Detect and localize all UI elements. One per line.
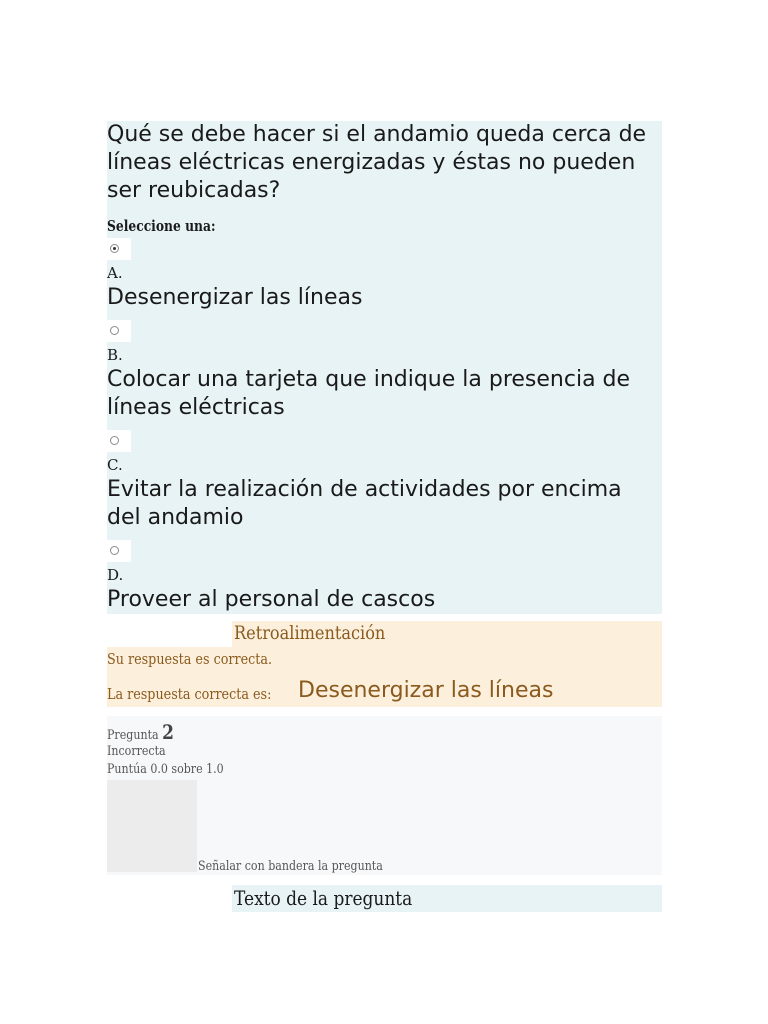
option-a-text[interactable]: Desenergizar las líneas: [107, 285, 363, 310]
question-text-header: [107, 885, 662, 912]
option-b-radio-wrapper[interactable]: [107, 320, 131, 342]
option-c-radio-wrapper[interactable]: [107, 430, 131, 452]
question-panel: [107, 121, 662, 614]
correct-answer-value: Desenergizar las líneas: [298, 678, 554, 703]
question-number: 2: [162, 720, 174, 744]
question-number-line: [107, 720, 174, 744]
question-state: Incorrecta: [107, 744, 166, 759]
feedback-title-spacer: [107, 621, 232, 647]
feedback-status: Su respuesta es correcta.: [107, 650, 273, 668]
option-c-text[interactable]: Evitar la realización de actividades por encima del andamio: [107, 477, 622, 530]
question-score: Puntúa 0.0 sobre 1.0: [107, 762, 224, 777]
option-c-letter: C.: [107, 456, 123, 474]
feedback-panel: [107, 621, 662, 707]
correct-answer-label: La respuesta correcta es:: [107, 685, 272, 703]
question-text: Qué se debe hacer si el andamio queda cerca de líneas eléctricas energizadas y éstas no pueden ser reubicadas?: [107, 122, 647, 203]
feedback-title: Retroalimentación: [234, 622, 386, 644]
option-d-letter: D.: [107, 566, 124, 584]
option-b-radio[interactable]: [110, 326, 119, 335]
option-d-radio[interactable]: [110, 546, 119, 555]
flag-icon-area[interactable]: [107, 780, 197, 872]
option-c-radio[interactable]: [110, 436, 119, 445]
option-a-radio-wrapper[interactable]: [107, 238, 131, 260]
option-b-text[interactable]: Colocar una tarjeta que indique la presencia de líneas eléctricas: [107, 367, 631, 420]
question-text-header-spacer: [107, 885, 232, 912]
option-d-text[interactable]: Proveer al personal de cascos: [107, 587, 436, 612]
question-text-heading: Texto de la pregunta: [234, 886, 413, 910]
option-b-letter: B.: [107, 346, 123, 364]
question-label: Pregunta: [107, 728, 159, 743]
option-a-radio[interactable]: [110, 244, 119, 253]
option-d-radio-wrapper[interactable]: [107, 540, 131, 562]
flag-question-link[interactable]: Señalar con bandera la pregunta: [198, 859, 383, 874]
select-one-label: Seleccione una:: [107, 217, 216, 235]
question-info-panel: [107, 716, 662, 875]
option-a-letter: A.: [107, 264, 123, 282]
